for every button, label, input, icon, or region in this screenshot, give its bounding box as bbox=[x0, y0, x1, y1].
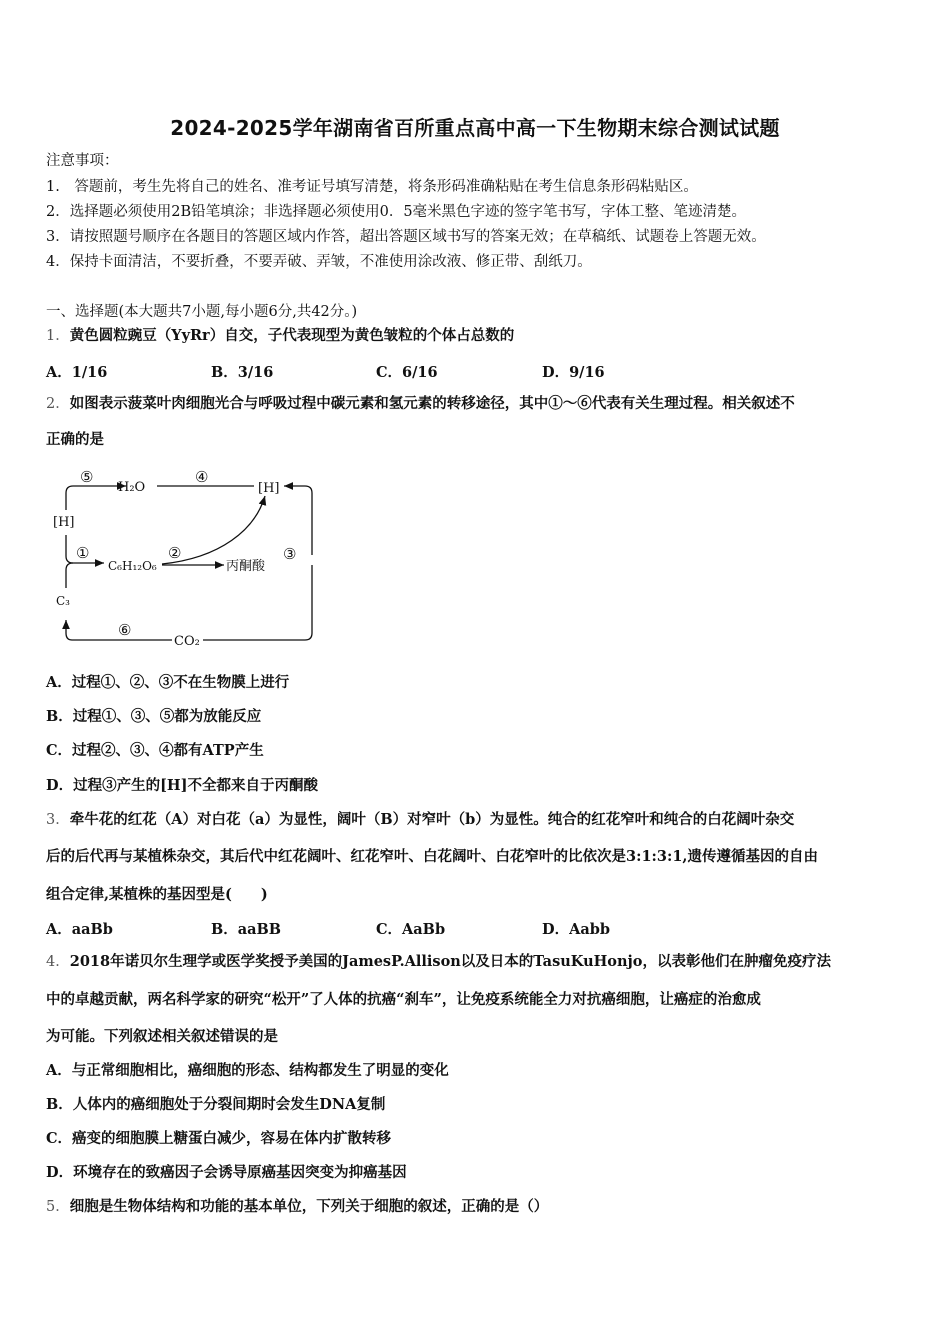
label-4: ④ bbox=[195, 468, 209, 486]
question-number: 3． bbox=[46, 812, 70, 828]
q1-options bbox=[46, 361, 746, 381]
label-3: ③ bbox=[283, 545, 297, 563]
q4-option-b[interactable]: B．人体内的癌细胞处于分裂间期时会发生DNA复制 bbox=[46, 1096, 386, 1113]
q3-option-a[interactable]: A．aaBb bbox=[46, 921, 113, 938]
q1-option-d[interactable]: D．9/16 bbox=[542, 364, 605, 381]
question-number: 4． bbox=[46, 954, 70, 970]
notice-item-4: 4．保持卡面清洁，不要折叠，不要弄破、弄皱，不准使用涂改液、修正带、刮纸刀。 bbox=[46, 254, 592, 270]
label-glucose: C₆H₁₂O₆ bbox=[108, 559, 157, 573]
exam-title: 2024-2025学年湖南省百所重点高中高一下生物期末综合测试试题 bbox=[170, 116, 780, 140]
label-co2: CO₂ bbox=[174, 634, 200, 649]
q4-option-a[interactable]: A．与正常细胞相比，癌细胞的形态、结构都发生了明显的变化 bbox=[46, 1062, 449, 1079]
q3-option-d[interactable]: D．Aabb bbox=[542, 921, 610, 938]
label-6: ⑥ bbox=[118, 621, 132, 639]
question-number: 2． bbox=[46, 396, 70, 412]
question-stem-line1: 牵牛花的红花（A）对白花（a）为显性，阔叶（B）对窄叶（b）为显性。纯合的红花窄叶和纯合的白花阔叶杂交 bbox=[69, 811, 795, 828]
label-5: ⑤ bbox=[80, 468, 94, 486]
question-number: 1． bbox=[46, 328, 70, 344]
right-vertical-line bbox=[305, 486, 312, 555]
label-h-left: [H] bbox=[53, 515, 75, 530]
section-heading: 一、选择题(本大题共7小题,每小题6分,共42分。) bbox=[46, 304, 358, 320]
path-3-line bbox=[203, 565, 312, 640]
q3-options bbox=[46, 918, 746, 938]
notice-heading: 注意事项： bbox=[46, 153, 119, 169]
q2-option-d[interactable]: D．过程③产生的[H]不全都来自于丙酮酸 bbox=[46, 777, 318, 794]
label-h2o: H₂O bbox=[118, 480, 146, 495]
notice-item-2: 2．选择题必须使用2B铅笔填涂；非选择题必须使用0．5毫米黑色字迹的签字笔书写，字体工整、笔迹清楚。 bbox=[46, 204, 747, 220]
label-2: ② bbox=[168, 544, 182, 562]
q2-option-a[interactable]: A．过程①、②、③不在生物膜上进行 bbox=[46, 674, 290, 691]
question-stem-line1: 2018年诺贝尔生理学或医学奖授予美国的JamesP.Allison以及日本的TasuKuHonjo，以表彰他们在肿瘤免疫疗法 bbox=[69, 953, 831, 970]
question-5 bbox=[46, 1197, 548, 1217]
q3-option-c[interactable]: C．AaBb bbox=[376, 921, 446, 938]
notice-item-3: 3．请按照题号顺序在各题目的答题区域内作答，超出答题区域书写的答案无效；在草稿纸、试题卷上答题无效。 bbox=[46, 229, 766, 245]
label-1: ① bbox=[76, 544, 90, 562]
question-3-stem-line2: 后的后代再与某植株杂交，其后代中红花阔叶、红花窄叶、白花阔叶、白花窄叶的比依次是3:1:3:1,遗传遵循基因的自由 bbox=[46, 848, 818, 865]
question-3 bbox=[46, 810, 794, 830]
label-pyruvate: 丙酮酸 bbox=[226, 559, 266, 574]
question-4-stem-line2: 中的卓越贡献，两名科学家的研究“松开”了人体的抗癌“刹车”，让免疫系统能全力对抗癌细胞，让癌症的治愈成 bbox=[46, 991, 761, 1008]
q4-option-d[interactable]: D．环境存在的致癌因子会诱导原癌基因突变为抑癌基因 bbox=[46, 1164, 407, 1181]
label-c3: C₃ bbox=[56, 594, 70, 608]
q1-option-b[interactable]: B．3/16 bbox=[211, 364, 274, 381]
question-2-stem-line2: 正确的是 bbox=[46, 431, 104, 448]
q2-option-b[interactable]: B．过程①、③、⑤都为放能反应 bbox=[46, 708, 262, 725]
path-5-arrow bbox=[66, 486, 126, 510]
q2-option-c[interactable]: C．过程②、③、④都有ATP产生 bbox=[46, 742, 264, 759]
c3-line bbox=[66, 563, 73, 588]
question-2 bbox=[46, 394, 795, 414]
question-stem-line1: 如图表示菠菜叶肉细胞光合与呼吸过程中碳元素和氢元素的转移途径，其中①～⑥代表有关生理过程。相关叙述不 bbox=[69, 395, 795, 412]
question-number: 5． bbox=[46, 1199, 70, 1215]
question-4 bbox=[46, 952, 831, 972]
question-stem: 细胞是生物体结构和功能的基本单位，下列关于细胞的叙述，正确的是（） bbox=[69, 1198, 549, 1215]
question-4-stem-line3: 为可能。下列叙述相关叙述错误的是 bbox=[46, 1028, 278, 1045]
notice-item-1: 1. 答题前，考生先将自己的姓名、准考证号填写清楚，将条形码准确粘贴在考生信息条形码粘贴区。 bbox=[46, 179, 698, 195]
carbon-hydrogen-transfer-diagram bbox=[50, 460, 330, 655]
question-1 bbox=[46, 326, 514, 346]
q1-option-c[interactable]: C．6/16 bbox=[376, 364, 438, 381]
question-stem: 黄色圆粒豌豆（YyRr）自交，子代表现型为黄色皱粒的个体占总数的 bbox=[69, 327, 515, 344]
q4-option-c[interactable]: C．癌变的细胞膜上糖蛋白减少，容易在体内扩散转移 bbox=[46, 1130, 392, 1147]
label-h-right: [H] bbox=[258, 481, 280, 496]
q3-option-b[interactable]: B．aaBB bbox=[211, 921, 282, 938]
q1-option-a[interactable]: A．1/16 bbox=[46, 364, 108, 381]
question-3-stem-line3: 组合定律,某植株的基因型是( ) bbox=[46, 886, 268, 903]
